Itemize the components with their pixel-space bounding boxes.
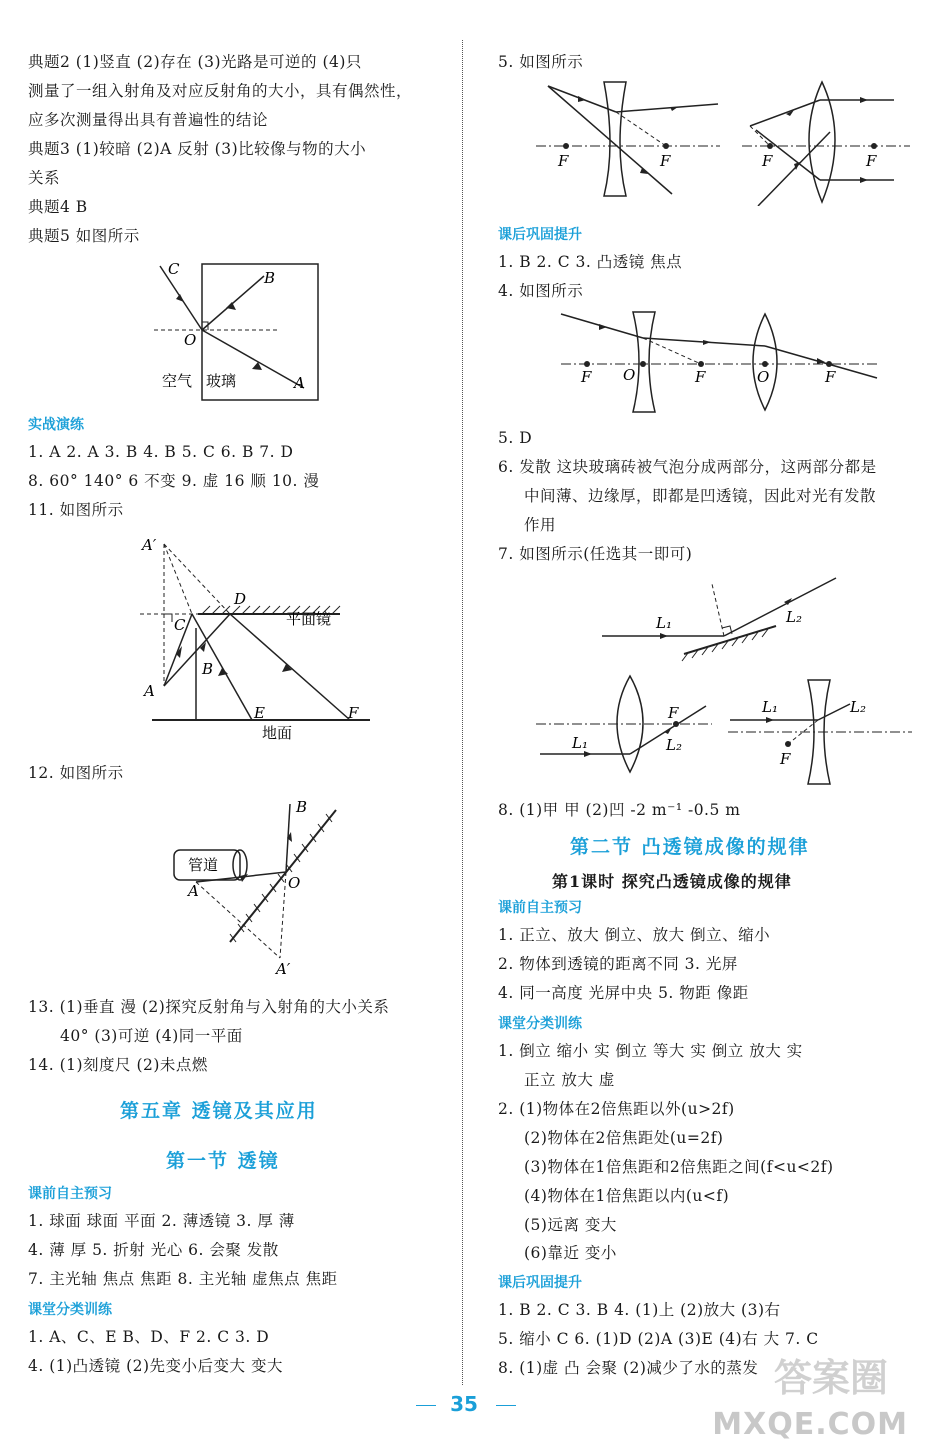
label-mirror: 平面镜 [286,610,332,628]
label-A: A [188,882,199,900]
answer-line: 1. A 2. A 3. B 4. B 5. C 6. B 7. D [28,443,294,461]
answer-line: 作用 [524,516,557,534]
watermark-logo: 答案圈 [773,1356,888,1400]
label-A-prime: A′ [276,960,291,978]
answer-line: 4. (1)凸透镜 (2)先变小后变大 变大 [28,1357,283,1375]
label-L1: L₁ [572,734,588,752]
answer-line: 1. A、C、E B、D、F 2. C 3. D [28,1328,270,1346]
label-F: F [660,152,671,170]
answer-line: 1. 正立、放大 倒立、放大 倒立、缩小 [498,926,771,944]
section-heading-practice: 实战演练 [28,417,84,433]
label-F: F [866,152,877,170]
label-A-prime: A′ [142,536,157,554]
figure-pipe-mirror [160,792,370,982]
answer-line: 典题2 (1)竖直 (2)存在 (3)光路是可逆的 (4)只 [28,53,362,71]
answer-line: 1. B 2. C 3. B 4. (1)上 (2)放大 (3)右 [498,1301,781,1319]
label-glass: 玻璃 [206,372,237,390]
answer-line: 关系 [28,169,61,187]
label-A: A [144,682,155,700]
answer-line: 应多次测量得出具有普遍性的结论 [28,111,269,129]
answer-line: (4)物体在1倍焦距以内(u<f) [524,1187,730,1205]
answer-line: 2. (1)物体在2倍焦距以外(u>2f) [498,1100,735,1118]
label-pipe: 管道 [188,856,219,874]
label-F: F [348,704,359,722]
page-number-dash-right [496,1405,516,1406]
answer-line: 5. 缩小 C 6. (1)D (2)A (3)E (4)右 大 7. C [498,1330,819,1348]
answer-line: 7. 如图所示(任选其一即可) [498,545,693,563]
label-F: F [695,368,706,386]
figure-options-q7 [530,570,915,800]
answer-line: (6)靠近 变小 [524,1244,617,1262]
label-B: B [296,798,308,816]
answer-line: 4. 同一高度 光屏中央 5. 物距 像距 [498,984,749,1002]
label-C: C [174,616,186,634]
answer-line: 8. (1)虚 凸 会聚 (2)减少了水的蒸发 [498,1359,759,1377]
answer-line: 测量了一组入射角及对应反射角的大小，具有偶然性， [28,82,413,100]
label-F: F [558,152,569,170]
watermark: MXQE.COM [712,1407,908,1442]
label-L2: L₂ [666,736,682,754]
chapter-title: 第五章 透镜及其应用 [120,1100,318,1122]
answer-line: 4. 如图所示 [498,282,584,300]
answer-line: 13. (1)垂直 漫 (2)探究反射角与入射角的大小关系 [28,998,390,1016]
answer-line: 6. 发散 这块玻璃砖被气泡分成两部分，这两部分都是 [498,458,877,476]
label-ground: 地面 [262,724,293,742]
label-O: O [623,366,636,384]
answer-line: 典题4 B [28,198,88,216]
answer-line: 正立 放大 虚 [524,1071,615,1089]
answer-line: 11. 如图所示 [28,501,124,519]
label-air: 空气 [162,372,193,390]
answer-line: (2)物体在2倍焦距处(u=2f) [524,1129,724,1147]
answer-line: 2. 物体到透镜的距离不同 3. 光屏 [498,955,738,973]
label-E: E [254,704,265,722]
label-B: B [202,660,214,678]
label-C: C [168,260,180,278]
answer-line: 5. D [498,429,533,447]
answer-line: 中间薄、边缘厚，即都是凹透镜，因此对光有发散 [524,487,877,505]
answer-line: 14. (1)刻度尺 (2)未点燃 [28,1056,208,1074]
answer-line: (5)远离 变大 [524,1216,617,1234]
answer-line: 1. B 2. C 3. 凸透镜 焦点 [498,253,683,271]
answer-line: 1. 倒立 缩小 实 倒立 等大 实 倒立 放大 实 [498,1042,803,1060]
section-heading-preview: 课前自主预习 [498,900,582,916]
label-D: D [234,590,247,608]
label-L2: L₂ [850,698,866,716]
answer-line: 40° (3)可逆 (4)同一平面 [60,1027,243,1045]
figure-refraction [140,252,340,402]
section-heading-class: 课堂分类训练 [28,1302,112,1318]
answer-line: 1. 球面 球面 平面 2. 薄透镜 3. 厚 薄 [28,1212,295,1230]
section-heading-after: 课后巩固提升 [498,1275,582,1291]
label-O: O [757,368,770,386]
label-F: F [668,704,679,722]
answer-line: 4. 薄 厚 5. 折射 光心 6. 会聚 发散 [28,1241,279,1259]
answer-line: 典题3 (1)较暗 (2)A 反射 (3)比较像与物的大小 [28,140,367,158]
lesson-title: 第1课时 探究凸透镜成像的规律 [552,872,792,891]
label-F: F [825,368,836,386]
figure-lenses-q4 [555,306,885,418]
answer-line: 8. (1)甲 甲 (2)凹 -2 m⁻¹ -0.5 m [498,801,741,819]
section-heading-preview: 课前自主预习 [28,1186,112,1202]
section-title: 第一节 透镜 [166,1150,280,1172]
label-A: A [294,374,305,392]
label-L1: L₁ [762,698,778,716]
column-divider [462,40,463,1385]
answer-line: 12. 如图所示 [28,764,124,782]
section-heading-after: 课后巩固提升 [498,227,582,243]
answer-line: 5. 如图所示 [498,53,584,71]
answer-line: (3)物体在1倍焦距和2倍焦距之间(f<u<2f) [524,1158,834,1176]
label-F: F [762,152,773,170]
answer-line: 典题5 如图所示 [28,227,140,245]
label-O: O [288,874,301,892]
answer-line: 8. 60° 140° 6 不变 9. 虚 16 顺 10. 漫 [28,472,320,490]
answer-line: 7. 主光轴 焦点 焦距 8. 主光轴 虚焦点 焦距 [28,1270,338,1288]
label-F: F [780,750,791,768]
figure-plane-mirror [130,530,390,745]
label-L2: L₂ [786,608,802,626]
label-O: O [184,331,197,349]
figure-lenses-q5 [530,76,915,206]
section-heading-class: 课堂分类训练 [498,1016,582,1032]
page-number: 35 [450,1392,478,1416]
section-title: 第二节 凸透镜成像的规律 [570,836,810,858]
label-L1: L₁ [656,614,672,632]
label-B: B [264,269,276,287]
label-F: F [581,368,592,386]
